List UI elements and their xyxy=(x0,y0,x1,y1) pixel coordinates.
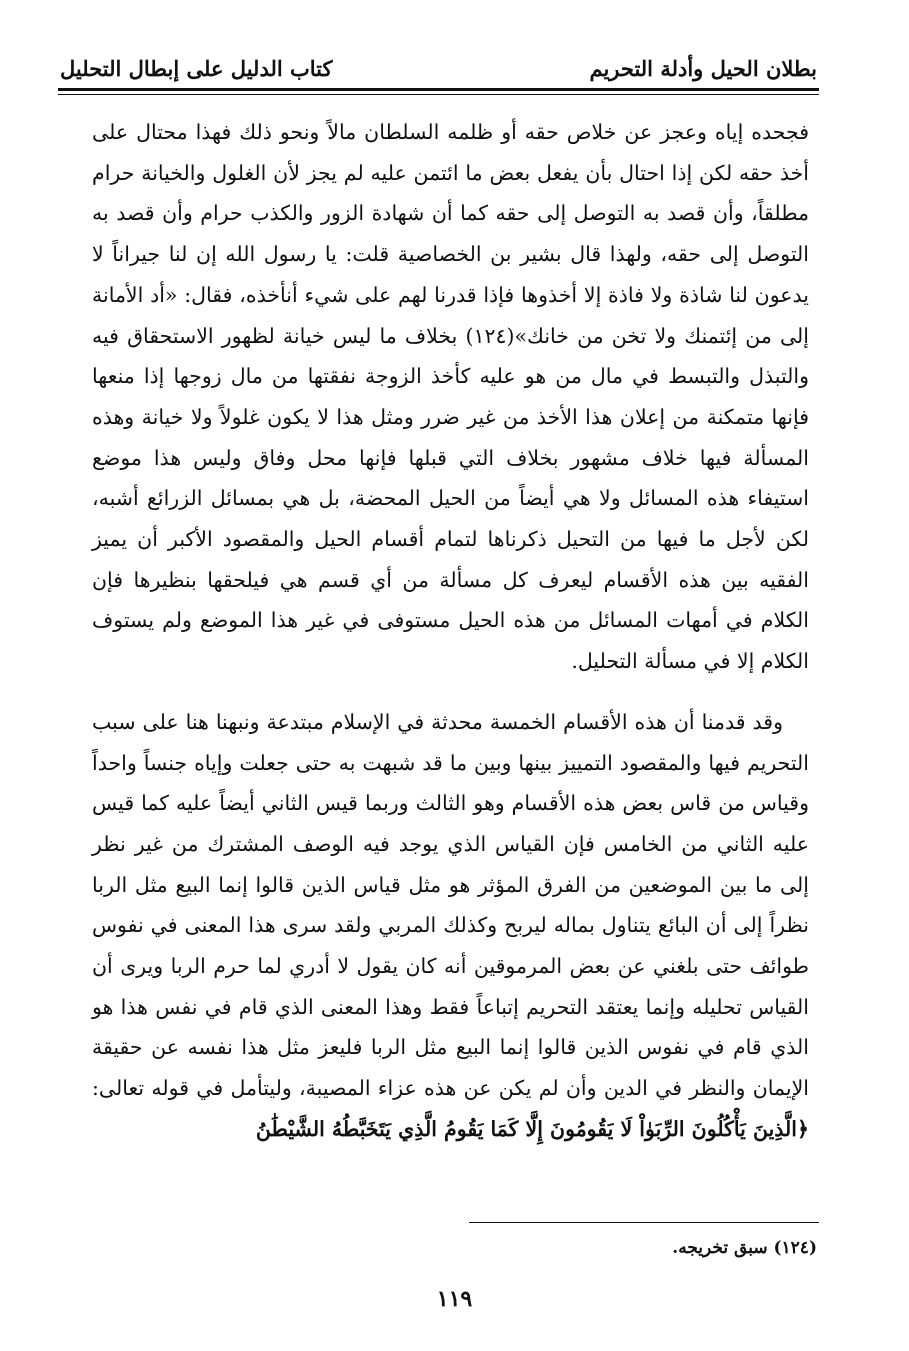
header-rule-thin xyxy=(58,94,819,95)
paragraph-2 xyxy=(92,702,809,1150)
paragraph-1: فجحده إياه وعجز عن خلاص حقه أو ظلمه السلطان مالاً ونحو ذلك فهذا محتال على أخذ حقه لكن إذا احتال بأن يفعل بعض ما ائتمن عليه لم يجز لأن الغلول والخيانة حرام مطلقاً، وأن قصد به التوصل إلى حقه كما أن شهادة الزور والكذب حرام وأن قصد به التوصل إلى حقه، ولهذا قال بشير بن الخصاصية قلت: يا رسول الله إن لنا جيراناً لا يدعون لنا شاذة ولا فاذة إلا أخذوها فإذا قدرنا لهم على شيء أنأخذه، فقال: «أد الأمانة إلى من إئتمنك ولا تخن من خانك»(١٢٤) بخلاف ما ليس خيانة لظهور الاستحقاق فيه والتبذل والتبسط في مال من هو عليه كأخذ الزوجة نفقتها من مال زوجها إذا منعها فإنها متمكنة من إعلان هذا الأخذ من غير ضرر ومثل هذا لا يكون غلولاً ولا خيانة وهذه المسألة فيها خلاف مشهور بخلاف التي قبلها فإنها محل وفاق وليس هذا موضع استيفاء هذه المسائل ولا هي أيضاً من الحيل المحضة، بل هي بمسائل الزرائع أشبه، لكن لأجل ما فيها من التحيل ذكرناها لتمام أقسام الحيل والمقصود الأكبر أن يميز الفقيه بين هذه الأقسام ليعرف كل مسألة من أي قسم هي فيلحقها بنظيرها فإن الكلام في أمهات المسائل من هذه الحيل مستوفى في غير هذا الموضع ولم يستوف الكلام إلا في مسألة التحليل. xyxy=(92,120,809,674)
header-rule-thick xyxy=(58,88,819,91)
page-number: ١١٩ xyxy=(436,1286,473,1312)
footnote-rule xyxy=(469,1222,819,1223)
body-text xyxy=(92,112,809,1150)
quran-verse: ﴿الَّذِينَ يَأْكُلُونَ الرِّبَوٰاْ لَا يَقُومُونَ إِلَّا كَمَا يَقُومُ الَّذِي يَتَخَبَّطُهُ الشَّيْطَٰنُ xyxy=(255,1116,809,1141)
paragraph-2-text: وقد قدمنا أن هذه الأقسام الخمسة محدثة في الإسلام مبتدعة ونبهنا هنا على سبب التحريم فيها والمقصود التمييز بينها وبين ما قد شبهت به حتى جعلت وإياه جنساً واحداً وقياس من قاس بعض هذه الأقسام وهو الثالث وربما قيس الثاني أيضاً عليه كما قيس عليه الثاني من الخامس فإن القياس الذي يوجد فيه الوصف المشترك من غير نظر إلى ما بين الموضعين من الفرق المؤثر هو مثل قياس الذين قالوا إنما البيع مثل الربا نظراً إلى أن البائع يتناول بماله ليربح وكذلك المربي ولقد سرى هذا المعنى في نفوس طوائف حتى بلغني عن بعض المرموقين أنه كان يقول لا أدري لما حرم الربا ويرى أن القياس تحليله وإنما يعتقد التحريم إتباعاً فقط وهذا المعنى الذي قام في نفس هذا هو الذي قام في نفوس الذين قالوا إنما البيع مثل الربا فليعز مثل هذا نفسه عن حقيقة الإيمان والنظر في الدين وأن لم يكن عن هذه عزاء المصيبة، وليتأمل في قوله تعالى: xyxy=(92,709,809,1101)
book-title: بطلان الحيل وأدلة التحريم xyxy=(589,55,817,81)
footnote: (١٢٤) سبق تخريجه. xyxy=(672,1238,817,1258)
chapter-title: كتاب الدليل على إبطال التحليل xyxy=(60,55,333,81)
running-header xyxy=(60,48,817,88)
